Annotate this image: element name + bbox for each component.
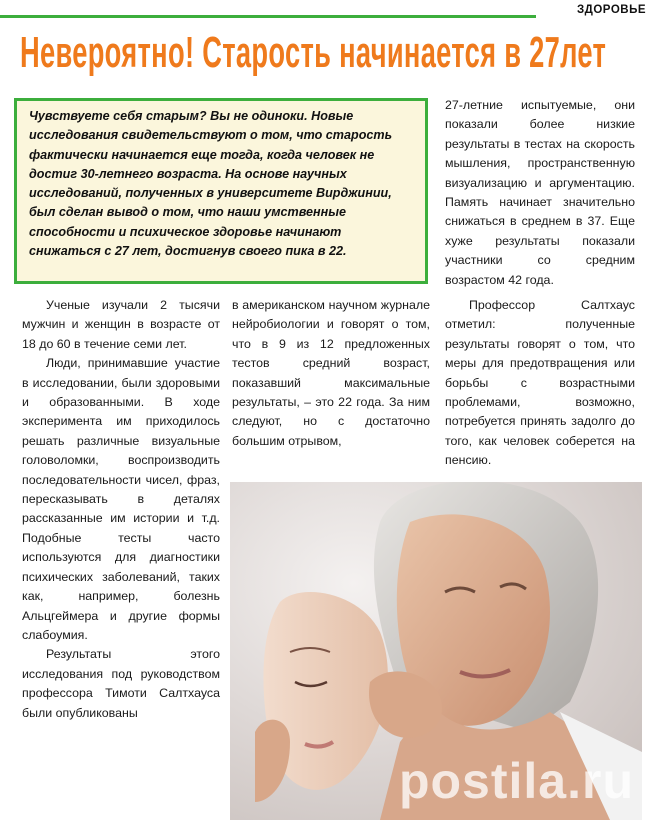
column-right-top (445, 96, 635, 290)
paragraph: Результаты этого исследования под руководством профессора Тимоти Салтхауса были опубликованы (22, 647, 220, 720)
paragraph: Люди, принимавшие участие в исследовании, были здоровыми и образованными. В ходе эксперимента им приходилось решать различные визуальные головоломки, воспроизводить последовательности чисел, фраз, пересказывать в деталях рассказанные им истории и т.д. Подобные тесты часто используются для диагностики психических заболеваний, таких как, например, болезнь Альцгеймера и другие формы слабоумия. (22, 356, 220, 642)
rubric-divider (0, 15, 536, 18)
paragraph: в американском научном журнале нейробиологии и говорят о том, что в 9 из 12 предложенных тестов средний возраст, показавший максимальные результаты, – это 22 года. За ним следуют, но с достаточно большим отрывом, (232, 298, 430, 448)
column-2 (232, 296, 430, 451)
article-headline: Невероятно! Старость начинается в 27лет (20, 28, 607, 77)
lead-text: Чувствуете себя старым? Вы не одиноки. Новые исследования свидетельствуют о том, что старость фактически начинается еще тогда, когда человек не достиг 30-летнего возраста. На основе научных исследований, полученных в университете Вирджинии, был сделан вывод о том, что наши умственные способности и психическое здоровье начинают снижаться с 27 лет, достигнув своего пика в 22. (29, 109, 393, 259)
article-photo (230, 482, 642, 820)
paragraph: Профессор Салтхаус отметил: полученные результаты говорят о том, что меры для предотвращения или борьбы с возрастными проблемами, возможно, потребуется принять задолго до того, как человек соберется на пенсию. (445, 298, 635, 468)
paragraph: Ученые изучали 2 тысячи мужчин и женщин в возрасте от 18 до 60 в течение семи лет. (22, 298, 220, 351)
paragraph: 27-летние испытуемые, они показали более низкие результаты в тестах на скорость мышления, пространственную визуализацию и аргументацию. Память начинает значительно снижаться в среднем в 37. Еще хуже результаты показали участники со средним возрастом 42 года. (445, 98, 635, 287)
watermark: postila.ru (398, 753, 634, 809)
rubric-label: ЗДОРОВЬЕ (576, 4, 646, 16)
column-3 (445, 296, 635, 471)
lead-box (14, 98, 428, 284)
column-1 (22, 296, 220, 723)
